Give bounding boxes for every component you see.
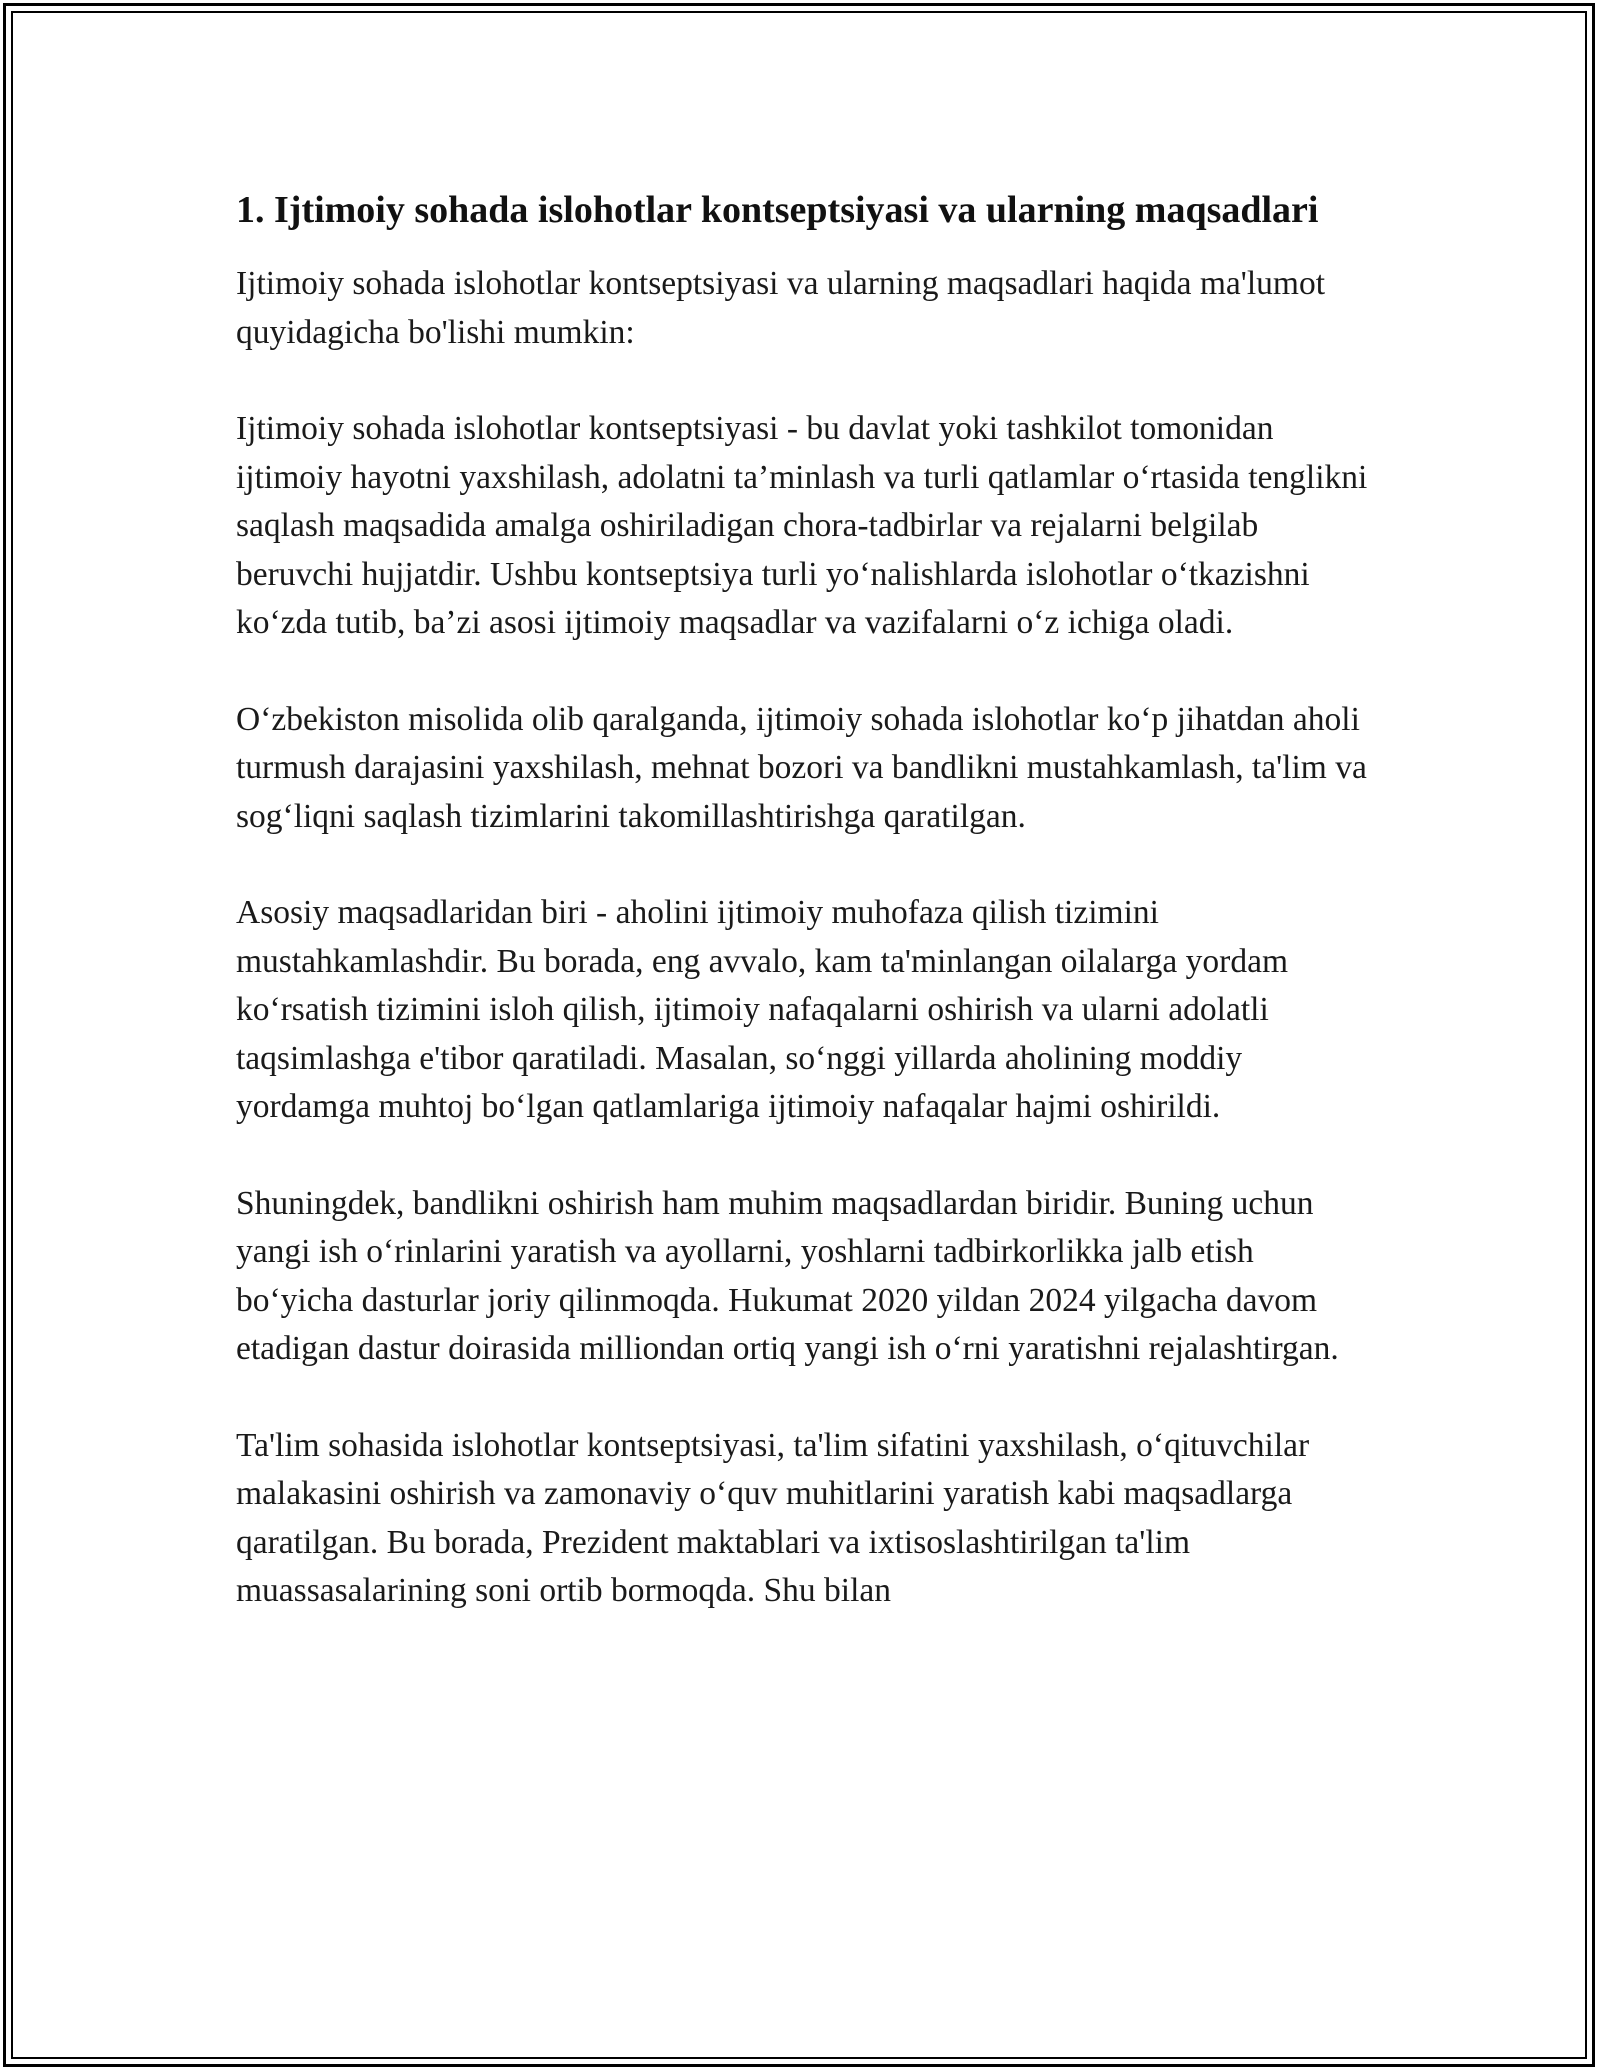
intro-paragraph: Ijtimoiy sohada islohotlar kontseptsiyasi va ularning maqsadlari haqida ma'lumot quyidagicha bo'lishi mumkin: xyxy=(236,265,1325,351)
paragraph-concept-definition: Ijtimoiy sohada islohotlar kontseptsiyasi - bu davlat yoki tashkilot tomonidan ijtimoiy hayotni yaxshilash, adolatni ta’minlash va turli qatlamlar o‘rtasida tenglikni saqlash maqsadida amalga oshiriladigan chora-tadbirlar va rejalarni belgilab beruvchi hujjatdir. Ushbu kontseptsiya turli yo‘nalishlarda islohotlar o‘tkazishni ko‘zda tutib, ba’zi asosi ijtimoiy maqsadlar va vazifalarni o‘z ichiga oladi. xyxy=(236,410,1368,641)
section-heading: 1. Ijtimoiy sohada islohotlar kontseptsiyasi va ularning maqsadlari xyxy=(236,189,1319,231)
paragraph-education: Ta'lim sohasida islohotlar kontseptsiyasi, ta'lim sifatini yaxshilash, o‘qituvchilar malakasini oshirish va zamonaviy o‘quv muhitlarini yaratish kabi maqsadlarga qaratilgan. Bu borada, Prezident maktablari va ixtisoslashtirilgan ta'lim muassasalarining soni ortib bormoqda. Shu bilan xyxy=(236,1426,1310,1609)
document-body xyxy=(236,184,1376,1616)
paragraph-uzbekistan-example: O‘zbekiston misolida olib qaralganda, ijtimoiy sohada islohotlar ko‘p jihatdan aholi turmush darajasini yaxshilash, mehnat bozori va bandlikni mustahkamlash, ta'lim va sog‘liqni saqlash tizimlarini takomillashtirishga qaratilgan. xyxy=(236,700,1367,835)
paragraph-social-protection: Asosiy maqsadlaridan biri - aholini ijtimoiy muhofaza qilish tizimini mustahkamlashdir. Bu borada, eng avvalo, kam ta'minlangan oilalarga yordam ko‘rsatish tizimini isloh qilish, ijtimoiy nafaqalarni oshirish va ularni adolatli taqsimlashga e'tibor qaratiladi. Masalan, so‘nggi yillarda aholining moddiy yordamga muhtoj bo‘lgan qatlamlariga ijtimoiy nafaqalar hajmi oshirildi. xyxy=(236,894,1289,1125)
paragraph-employment: Shuningdek, bandlikni oshirish ham muhim maqsadlardan biridir. Buning uchun yangi ish o‘rinlarini yaratish va ayollarni, yoshlarni tadbirkorlikka jalb etish bo‘yicha dasturlar joriy qilinmoqda. Hukumat 2020 yildan 2024 yilgacha davom etadigan dastur doirasida milliondan ortiq yangi ish o‘rni yaratishni rejalashtirgan. xyxy=(236,1184,1339,1367)
